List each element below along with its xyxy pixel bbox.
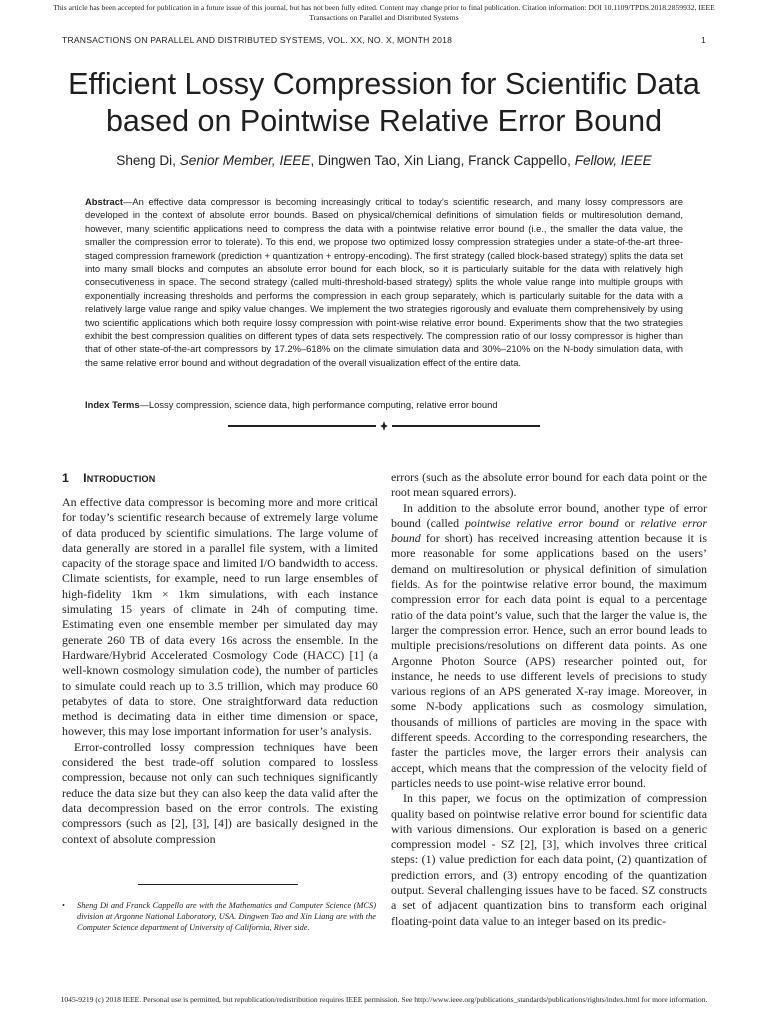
intro-paragraph-1: An effective data compressor is becoming more and more critical for today’s scientific research because of extremely large volume of data produced by scientific simulations. The large volume of data generally are stored in a parallel file system, with a limited capacity of the storage space and limited I/O bandwidth to access. Climate scientists, for example, need to run large ensembles of high-fidelity 1km × 1km simulations, with each instance simulating 15 years of climate in 24h of computing time. Estimating even one ensemble member per simulated day may generate 260 TB of data every 16s across the ensemble. In the Hardware/Hybrid Accelerated Cosmology Code (HACC) [1] (a well-known cosmology simulation code), the number of particles to simulate could reach up to 3.5 trillion, which may produce 60 petabytes of data to store. One straightforward data reduction method is decimating data in either time dimension or space, however, this may lose important information for user’s analysis. (62, 495, 378, 739)
right-p2-text-c: for short) has received increasing attention because it is more reasonable for some applications based on the users’ demand on multiresolution or physical definition of simulation fields. As for the pointwise relative error bound, the maximum compression error for each data point is equal to a percentage ratio of the data point’s value, such that the larger the value is, the larger the compression error. Hence, such an error bound leads to multiple precisions/resolutions on different data points. As one Argonne Photon Source (APS) researcher pointed out, for instance, he needs to use different levels of precisions to study various regions of an APS generated X-ray image. Moreover, in some N-body applications such as cosmology simulation, thousands of millions of particles are moving in the space with different speeds. According to the corresponding researchers, the faster the particles move, the larger errors their analysis can accept, which means that the compression of the velocity field of particles needs to use point-wise relative error bound. (391, 531, 707, 790)
abstract-text: —An effective data compressor is becoming increasingly critical to today’s scientific research, and many lossy compressors are developed in the context of absolute error bounds. Based on physical/chemical definitions of simulation fields or multiresolution demand, however, many scientific applications need to compress the data with a pointwise relative error bound (i.e., the smaller the data value, the smaller the compression error to tolerate). To this end, we propose two optimized lossy compression strategies under a state-of-the-art three-staged compression framework (prediction + quantization + entropy-encoding). The first strategy (called block-based strategy) splits the data set into many small blocks and computes an absolute error bound for each block, so it is particularly suitable for the data with relatively high consecutiveness in space. The second strategy (called multi-threshold-based strategy) splits the whole value range into multiple groups with exponentially increasing thresholds and performs the compression in each group separately, which is particularly suitable for the data with a relatively large value range and spiky value changes. We implement the two strategies rigorously and evaluate them comprehensively by using two scientific applications which both require lossy compression with point-wise relative error bound. Experiments show that the two strategies exhibit the best compression qualities on different types of data sets respectively. The compression ratio of our lossy compressor is higher than that of other state-of-the-art compressors by 17.2%–618% on the climate simulation data and 30%–210% on the N-body simulation data, with the same relative error bound and without degradation of the overall visualization effect of the entire data. (85, 196, 683, 368)
footnote (62, 900, 376, 933)
right-p2-text-b: or (618, 515, 641, 530)
section-number: 1 (62, 471, 70, 485)
right-p2-term-1: pointwise relative error bound (464, 515, 619, 530)
author-part-1: Sheng Di, (116, 153, 180, 168)
right-paragraph-1: errors (such as the absolute error bound for each data point or the root mean squared errors). (391, 470, 707, 500)
index-terms-label: Index Terms (85, 399, 140, 410)
divider-line-left (228, 425, 376, 427)
publication-notice-line1: This article has been accepted for publication in a future issue of this journal, but has not been fully edited. Content may change prior to final publication. Citation information: DOI 10.1109/TPDS.2018.2859932, IEEE (53, 3, 715, 12)
intro-paragraph-2: Error-controlled lossy compression techniques have been considered the best trade-off solution compared to lossless compression, because not only can such techniques significantly reduce the data size but they can also keep the data valid after the data decompression based on the error controls. The existing compressors (such as [2], [3], [4]) are basically designed in the context of absolute compression (62, 739, 378, 846)
page-number: 1 (701, 35, 706, 45)
right-paragraph-2 (391, 501, 707, 792)
divider-line-right (392, 425, 540, 427)
section-divider (228, 425, 540, 427)
diamond-ornament-icon (380, 421, 388, 431)
footnote-rule (138, 884, 298, 885)
title-line-2: based on Pointwise Relative Error Bound (105, 104, 663, 138)
index-terms-text: —Lossy compression, science data, high performance computing, relative error bound (139, 399, 498, 410)
right-paragraph-3: In this paper, we focus on the optimization of compression quality based on pointwise relative error bound for scientific data with various dimensions. Our exploration is based on a generic compression model - SZ [2], [3], which involves three critical steps: (1) value prediction for each data point, (2) quantization of prediction errors, and (3) entropy encoding of the quantization output. Several challenging issues have to be faced. SZ constructs a set of adjacent quantization bins to transform each original floating-point data value to an integer based on its predic- (391, 791, 707, 928)
section-heading (62, 470, 378, 486)
author-role-2: Fellow, IEEE (574, 153, 652, 168)
paper-title (40, 66, 728, 140)
author-role-1: Senior Member, IEEE (179, 153, 311, 168)
copyright-notice: 1045-9219 (c) 2018 IEEE. Personal use is permitted, but republication/redistribution requires IEEE permission. See http://www.ieee.org/publications_standards/publications/rights/index.html for more information. (60, 995, 708, 1004)
author-part-2: , Dingwen Tao, Xin Liang, Franck Cappello, (310, 153, 575, 168)
publication-notice (20, 3, 748, 23)
abstract-label: Abstract (85, 196, 124, 207)
abstract (85, 195, 683, 369)
publication-notice-line2: Transactions on Parallel and Distributed Systems (309, 13, 459, 22)
footnote-text: Sheng Di and Franck Cappello are with the Mathematics and Computer Science (MCS) division at Argonne National Laboratory, USA. Dingwen Tao and Xin Liang are with the Computer Science department of University of California, River side. (77, 901, 376, 932)
index-terms (85, 398, 683, 411)
right-p2-term-2: relative error bound (391, 515, 707, 546)
author-list (40, 152, 728, 170)
right-p2-text-a: In addition to the absolute error bound, another type of error bound (called (391, 500, 707, 530)
left-column (62, 470, 378, 847)
footnote-bullet: • (62, 901, 65, 910)
running-head (62, 35, 706, 45)
right-column (391, 470, 707, 929)
journal-name: TRANSACTIONS ON PARALLEL AND DISTRIBUTED SYSTEMS, VOL. XX, NO. X, MONTH 2018 (62, 35, 453, 45)
section-title: Introduction (83, 471, 156, 485)
title-line-1: Efficient Lossy Compression for Scientific Data (68, 67, 700, 101)
